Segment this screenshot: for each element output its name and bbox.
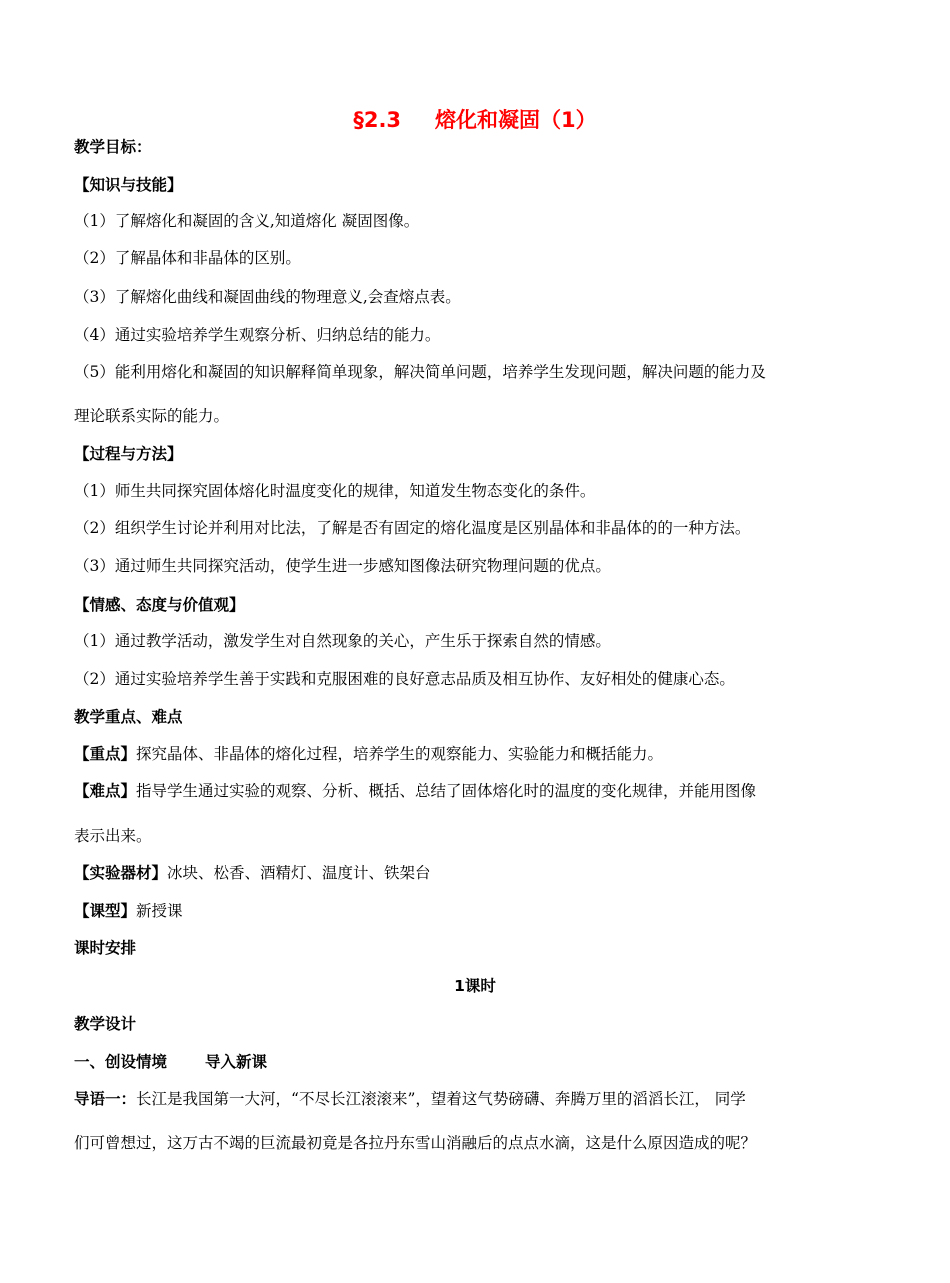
difficulty-label: 【难点】 xyxy=(74,782,137,800)
page-title xyxy=(0,104,950,134)
equipment-text: 冰块、松香、酒精灯、温度计、铁架台 xyxy=(167,864,431,882)
section-one-text: 导入新课 xyxy=(205,1053,268,1071)
process-item-1: （1）师生共同探究固体熔化时温度变化的规律，知道发生物态变化的条件。 xyxy=(74,482,596,500)
lesson-type-text: 新授课 xyxy=(136,902,183,920)
process-item-3: （3）通过师生共同探究活动，使学生进一步感知图像法研究物理问题的优点。 xyxy=(74,557,611,575)
goals-heading: 教学目标： xyxy=(74,138,152,156)
intro-paragraph xyxy=(74,1088,746,1110)
process-heading: 【过程与方法】 xyxy=(74,445,183,463)
knowledge-item-5-cont: 理论联系实际的能力。 xyxy=(74,407,230,425)
emotion-heading: 【情感、态度与价值观】 xyxy=(74,596,245,614)
difficulty-text: 指导学生通过实验的观察、分析、概括、总结了固体熔化时的温度的变化规律，并能用图像 xyxy=(136,782,757,800)
key-point-text: 探究晶体、非晶体的熔化过程，培养学生的观察能力、实验能力和概括能力。 xyxy=(136,745,664,763)
intro-text-cont: 们可曾想过，这万古不竭的巨流最初竟是各拉丹东雪山消融后的点点水滴，这是什么原因造成的呢？ xyxy=(74,1134,757,1152)
difficulty-text-cont: 表示出来。 xyxy=(74,827,152,845)
lesson-type-label: 【课型】 xyxy=(74,902,137,920)
difficulty xyxy=(74,780,756,802)
schedule-value: 1课时 xyxy=(454,977,496,995)
knowledge-item-1: （1）了解熔化和凝固的含义,知道熔化 凝固图像。 xyxy=(74,212,420,230)
equipment xyxy=(74,862,431,884)
title-text: 熔化和凝固（1） xyxy=(435,108,597,132)
emotion-item-1: （1）通过教学活动，激发学生对自然现象的关心，产生乐于探索自然的情感。 xyxy=(74,632,611,650)
knowledge-item-4: （4）通过实验培养学生观察分析、归纳总结的能力。 xyxy=(74,326,441,344)
process-item-2: （2）组织学生讨论并利用对比法，了解是否有固定的熔化温度是区别晶体和非晶体的的一种方法。 xyxy=(74,519,751,537)
intro-label: 导语一： xyxy=(74,1090,137,1108)
knowledge-item-3: （3）了解熔化曲线和凝固曲线的物理意义,会查熔点表。 xyxy=(74,288,461,306)
knowledge-item-2: （2）了解晶体和非晶体的区别。 xyxy=(74,249,301,267)
schedule-heading: 课时安排 xyxy=(74,939,137,957)
section-one-heading xyxy=(74,1051,267,1073)
lesson-type xyxy=(74,900,183,922)
section-one-label: 一、创设情境 xyxy=(74,1053,168,1071)
intro-text: 长江是我国第一大河，“不尽长江滚滚来”，望着这气势磅礴、奔腾万里的滔滔长江， 同学 xyxy=(136,1090,746,1108)
design-heading: 教学设计 xyxy=(74,1015,137,1033)
knowledge-item-5: （5）能利用熔化和凝固的知识解释简单现象，解决简单问题，培养学生发现问题，解决问题的能力及 xyxy=(74,363,766,381)
key-points-heading: 教学重点、难点 xyxy=(74,708,183,726)
equipment-label: 【实验器材】 xyxy=(74,864,168,882)
key-point-label: 【重点】 xyxy=(74,745,137,763)
section-number: §2.3 xyxy=(353,108,402,132)
knowledge-heading: 【知识与技能】 xyxy=(74,176,183,194)
emotion-item-2: （2）通过实验培养学生善于实践和克服困难的良好意志品质及相互协作、友好相处的健康心态。 xyxy=(74,670,735,688)
key-point xyxy=(74,743,663,765)
